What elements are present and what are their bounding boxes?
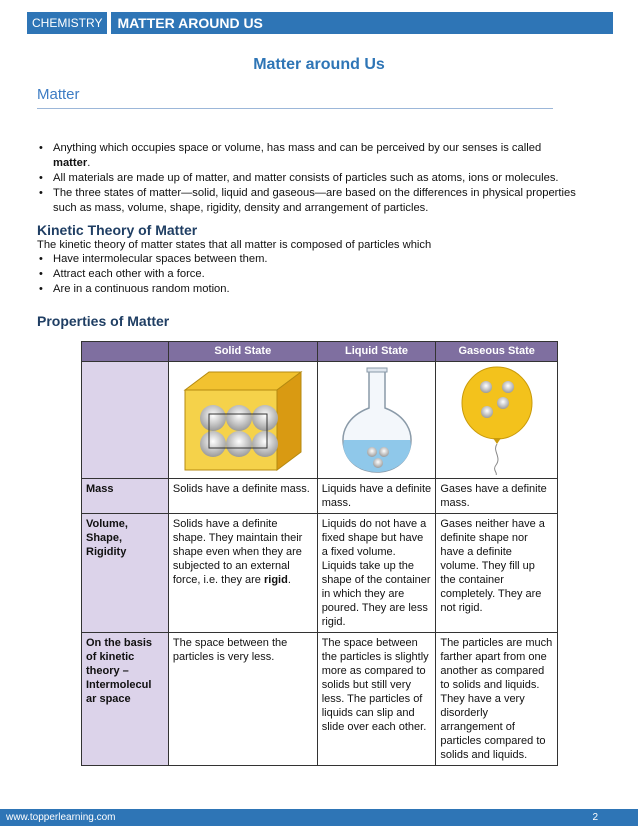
- matter-heading: Matter: [37, 86, 80, 103]
- list-item: • Are in a continuous random motion.: [37, 282, 577, 297]
- row-label: Mass: [82, 479, 169, 514]
- divider: [37, 108, 553, 109]
- solid-illustration: [169, 362, 317, 477]
- list-item: • Have intermolecular spaces between them.: [37, 252, 577, 267]
- table-row: [82, 362, 558, 479]
- table-row: [82, 514, 558, 633]
- page-title: Matter around Us: [253, 56, 385, 73]
- table-cell: Solids have a definite shape. They maintain their shape even when they are subjected to an external force, i.e. they are rigid.: [168, 514, 317, 633]
- table-cell: The particles are much farther apart from one another as compared to solids and liquids. They have a very disorderly arrangement of particles compared to solids and liquids.: [436, 633, 558, 766]
- table-row: [82, 633, 558, 766]
- table-cell: Solids have a definite mass.: [168, 479, 317, 514]
- kinetic-intro: The kinetic theory of matter states that all matter is composed of particles which: [37, 239, 432, 251]
- properties-heading: Properties of Matter: [37, 313, 170, 329]
- table-cell: Liquids have a definite mass.: [317, 479, 436, 514]
- list-item: • All materials are made up of matter, and matter consists of particles such as atoms, ions or molecules.: [37, 171, 577, 186]
- subject-label: CHEMISTRY: [27, 12, 107, 34]
- list-item: • The three states of matter—solid, liquid and gaseous—are based on the differences in physical properties such as mass, volume, shape, rigidity, density and arrangement of particles.: [37, 186, 577, 216]
- properties-table: [81, 341, 558, 766]
- kinetic-bullet-list: [37, 252, 577, 297]
- footer-site-link[interactable]: www.topperlearning.com: [6, 812, 116, 823]
- gas-balloon-illustration: [436, 362, 557, 477]
- page-footer: [0, 809, 638, 826]
- table-row: [82, 479, 558, 514]
- column-header-liquid: Liquid State: [317, 342, 436, 362]
- column-header-gas: Gaseous State: [436, 342, 558, 362]
- list-item: • Anything which occupies space or volume, has mass and can be perceived by our senses is called matter.: [37, 141, 577, 171]
- row-label: On the basis of kinetic theory – Intermolecul ar space: [82, 633, 169, 766]
- table-cell: Gases have a definite mass.: [436, 479, 558, 514]
- table-cell: The space between the particles is very less.: [168, 633, 317, 766]
- chapter-label: MATTER AROUND US: [111, 12, 613, 34]
- page-header: [27, 12, 613, 34]
- table-corner: [82, 342, 169, 362]
- list-item: • Attract each other with a force.: [37, 267, 577, 282]
- matter-bullet-list: [37, 141, 577, 216]
- row-label: Volume, Shape, Rigidity: [82, 514, 169, 633]
- table-cell: The space between the particles is slightly more as compared to solids but still very less. The particles of liquids can slip and slide over each other.: [317, 633, 436, 766]
- table-cell: Liquids do not have a fixed shape but have a fixed volume. Liquids take up the shape of the container in which they are poured. They are less rigid.: [317, 514, 436, 633]
- table-header-row: [82, 342, 558, 362]
- column-header-solid: Solid State: [168, 342, 317, 362]
- liquid-flask-illustration: [318, 362, 436, 477]
- table-cell: Gases neither have a definite shape nor have a definite volume. They fill up the container completely. They are not rigid.: [436, 514, 558, 633]
- kinetic-heading: Kinetic Theory of Matter: [37, 222, 198, 238]
- page-number: 2: [592, 812, 598, 823]
